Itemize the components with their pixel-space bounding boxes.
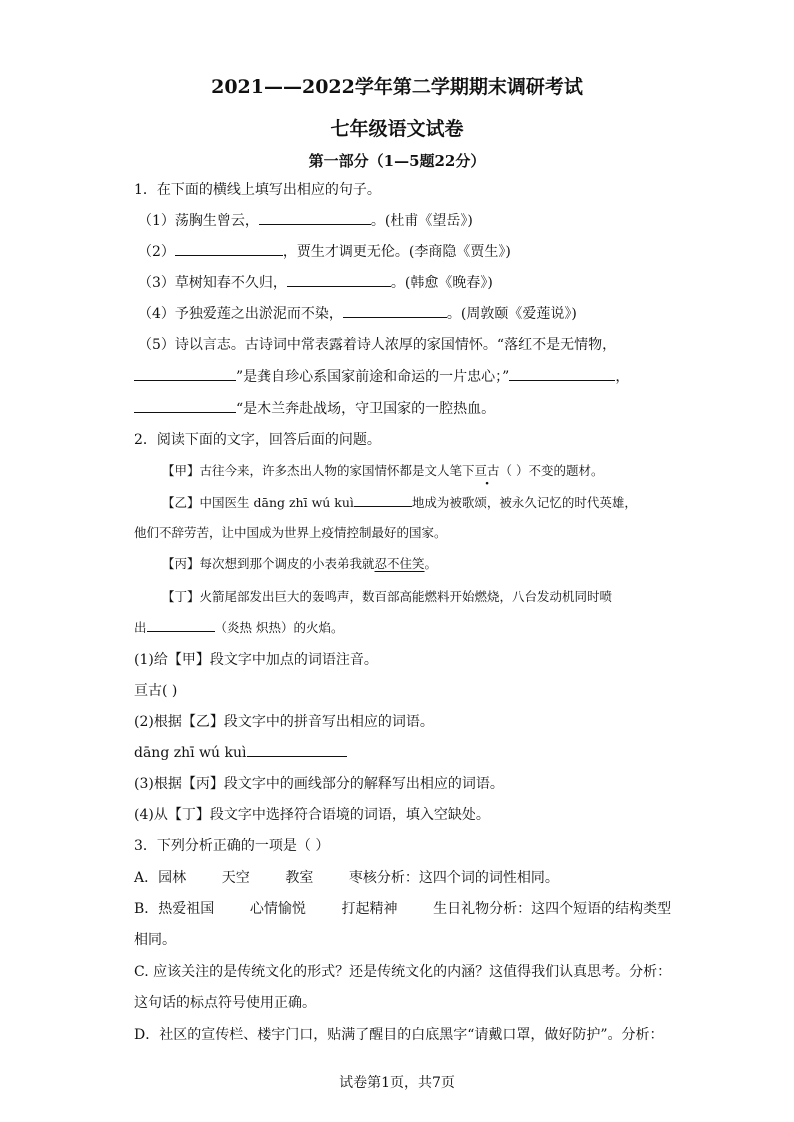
section-heading: 第一部分（1—5题22分） (308, 152, 486, 170)
page-footer: 试卷第1页，共7页 (339, 1075, 455, 1091)
question-1-item-2: （2） ，贾生才调更无伦。(李商隐《贾生》) (138, 244, 511, 260)
option-b: B．热爱祖国 心情愉悦 打起精神 生日礼物分析：这四个短语的结构类型 (134, 901, 672, 917)
page-subtitle: 七年级语文试卷 (330, 118, 464, 140)
answer-blank (287, 273, 391, 287)
passage-yi: 【乙】中国医生 dāng zhī wú kuì 地成为被歌颂，被永久记忆的时代英雄， (162, 495, 637, 510)
question-2-sub-4: (4)从【丁】段文字中选择符合语境的词语，填入空缺处。 (134, 807, 490, 823)
dotted-word: 亘古 (474, 463, 500, 478)
question-2-sub-3: (3)根据【丙】段文字中的画线部分的解释写出相应的词语。 (134, 776, 504, 792)
passage-ding: 【丁】火箭尾部发出巨大的轰鸣声，数百部高能燃料开始燃烧，八台发动机同时喷 (162, 589, 613, 604)
answer-blank (343, 304, 447, 318)
option-a: A．园林 天空 教室 枣核分析：这四个词的词性相同。 (134, 870, 559, 886)
page-title: 2021——2022学年第二学期期末调研考试 (211, 76, 583, 98)
question-2-sub-1-answer: 亘古( ) (134, 683, 178, 699)
passage-jia: 【甲】古往今来，许多杰出人物的家国情怀都是文人笔下亘古（ ）不变的题材。 (162, 461, 604, 481)
answer-blank (247, 743, 347, 757)
answer-blank (175, 242, 283, 256)
passage-bing: 【丙】每次想到那个调皮的小表弟我就忍不住笑。 (162, 556, 438, 571)
question-1-item-5-line-2: ”是龚自珍心系国家前途和命运的一片忠心；” ， (134, 367, 629, 387)
answer-blank (134, 367, 236, 381)
question-2-sub-2-answer: dāng zhī wú kuì (134, 743, 347, 763)
question-3-stem: 3．下列分析正确的一项是（ ） (134, 838, 330, 854)
option-c: C. 应该关注的是传统文化的形式？还是传统文化的内涵？这值得我们认真思考。分析： (134, 964, 672, 980)
answer-blank (509, 367, 615, 381)
answer-blank (134, 399, 236, 413)
answer-blank (147, 618, 215, 632)
option-d: D．社区的宣传栏、楼宇门口，贴满了醒目的白底黑字“请戴口罩，做好防护”。分析： (134, 1027, 664, 1043)
answer-blank (259, 211, 371, 225)
question-2-stem: 2．阅读下面的文字，回答后面的问题。 (134, 432, 381, 448)
question-1-item-5-line-3: “是木兰奔赴战场，守卫国家的一腔热血。 (134, 399, 495, 419)
answer-blank (354, 493, 412, 507)
option-c-line-2: 这句话的标点符号使用正确。 (134, 995, 316, 1011)
question-2-sub-1: (1)给【甲】段文字中加点的词语注音。 (134, 652, 378, 668)
underlined-phrase: 忍不住笑 (374, 556, 425, 571)
question-1-item-5: （5）诗以言志。古诗词中常表露着诗人浓厚的家国情怀。“落红不是无情物， (138, 337, 617, 353)
question-1-stem: 1．在下面的横线上填写出相应的句子。 (134, 182, 381, 198)
question-1-item-4: （4）予独爱莲之出淤泥而不染， 。(周敦颐《爱莲说》) (138, 306, 577, 322)
question-1-item-3: （3）草树知春不久归， 。(韩愈《晚春》) (138, 275, 493, 291)
passage-ding-line-2: 出 （炎热 炽热）的火焰。 (134, 620, 344, 635)
question-1-item-1: （1）荡胸生曾云， 。(杜甫《望岳》) (138, 213, 473, 229)
option-b-line-2: 相同。 (134, 932, 176, 948)
passage-yi-line-2: 他们不辞劳苦，让中国成为世界上疫情控制最好的国家。 (134, 525, 447, 540)
question-2-sub-2: (2)根据【乙】段文字中的拼音写出相应的词语。 (134, 714, 434, 730)
